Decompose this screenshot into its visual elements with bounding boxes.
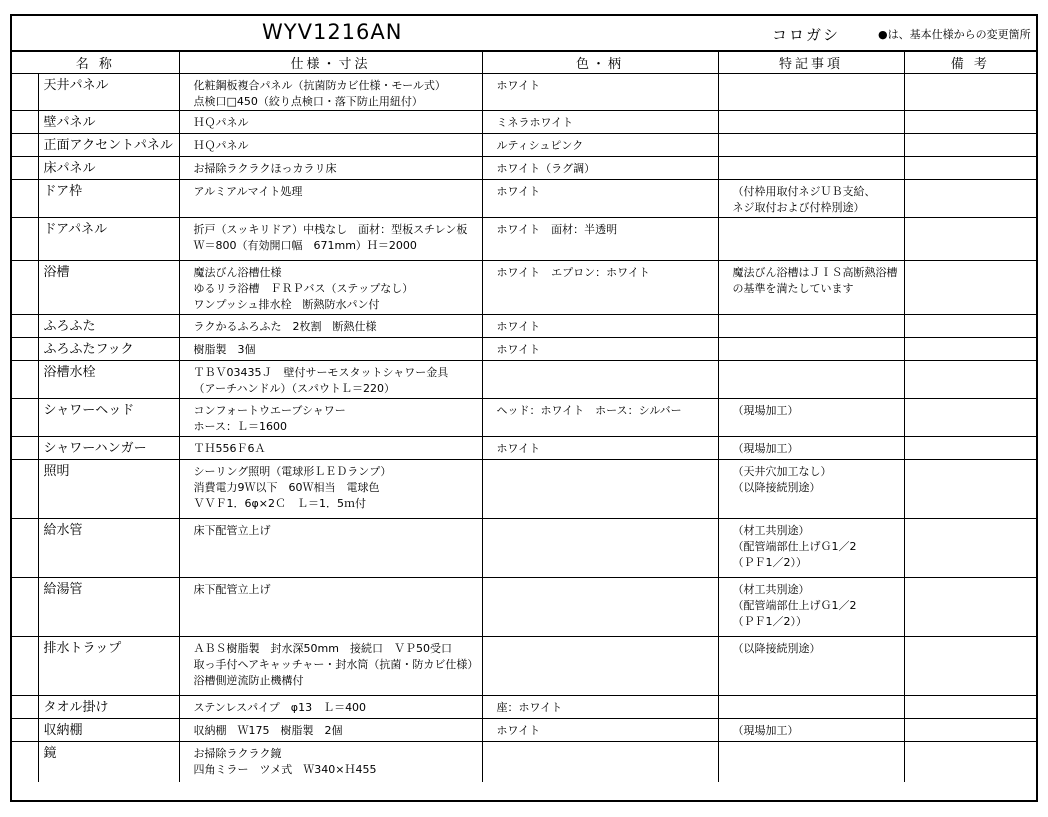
item-color (482, 134, 718, 157)
item-spec (179, 637, 482, 696)
notes-line: の基準を満たしています (732, 282, 854, 295)
notes-line: （ＰＦ1／2）） (732, 556, 808, 569)
item-remarks (904, 111, 1036, 134)
item-spec (179, 218, 482, 261)
color-line: ホワイト (496, 724, 541, 737)
item-name: ふろふたフック (38, 338, 179, 361)
notes-line: （現場加工） (732, 442, 799, 455)
item-notes (718, 696, 904, 719)
spec-line: 床下配管立上げ (193, 583, 271, 596)
item-color (482, 637, 718, 696)
change-marker-cell (12, 157, 38, 180)
table-row (12, 134, 1036, 157)
spec-line: （アーチハンドル）（スパウトＬ＝220） (193, 382, 396, 395)
table-row (12, 180, 1036, 218)
notes-line: （付枠用取付ネジＵＢ支給、 (732, 185, 876, 198)
change-marker-cell (12, 74, 38, 111)
spec-line: ステンレスパイプ φ13 Ｌ＝400 (193, 701, 367, 714)
item-name: 排水トラップ (38, 637, 179, 696)
item-remarks (904, 637, 1036, 696)
item-notes (718, 157, 904, 180)
item-notes (718, 742, 904, 782)
change-marker-cell (12, 111, 38, 134)
item-notes (718, 361, 904, 399)
table-row (12, 637, 1036, 696)
col-header-name: 名 称 (12, 52, 179, 74)
item-remarks (904, 742, 1036, 782)
spec-table (12, 51, 1036, 782)
item-name: ドア枠 (38, 180, 179, 218)
spec-line: コンフォートウエーブシャワー (193, 404, 346, 417)
item-color (482, 180, 718, 218)
color-line: ホワイト エプロン：ホワイト (496, 266, 650, 279)
item-name: ふろふた (38, 315, 179, 338)
item-spec (179, 742, 482, 782)
spec-line: アルミアルマイト処理 (193, 185, 303, 198)
table-row (12, 261, 1036, 315)
color-line: 座：ホワイト (496, 701, 563, 714)
item-remarks (904, 180, 1036, 218)
table-row (12, 437, 1036, 460)
item-spec (179, 180, 482, 218)
item-spec (179, 696, 482, 719)
table-row (12, 361, 1036, 399)
item-remarks (904, 261, 1036, 315)
item-notes (718, 111, 904, 134)
item-name: 照明 (38, 460, 179, 519)
spec-line: ＨＱパネル (193, 116, 249, 129)
series-name: コロガシ (772, 26, 841, 44)
table-row (12, 157, 1036, 180)
item-notes (718, 180, 904, 218)
item-color (482, 338, 718, 361)
table-row (12, 460, 1036, 519)
change-marker-cell (12, 696, 38, 719)
change-marker-cell (12, 180, 38, 218)
change-marker-cell (12, 637, 38, 696)
table-row (12, 111, 1036, 134)
item-spec (179, 338, 482, 361)
header-row (12, 52, 1036, 74)
notes-line: （天井穴加工なし） (732, 465, 832, 478)
spec-line: 床下配管立上げ (193, 524, 271, 537)
spec-line: Ｗ＝800（有効開口幅 671mm）Ｈ＝2000 (193, 239, 417, 252)
color-line: ホワイト（ラグ調） (496, 162, 596, 175)
color-line: ホワイト (496, 79, 541, 92)
item-notes (718, 218, 904, 261)
item-notes (718, 437, 904, 460)
spec-line: シーリング照明（電球形ＬＥＤランプ） (193, 465, 392, 478)
item-name: 浴槽水栓 (38, 361, 179, 399)
item-remarks (904, 361, 1036, 399)
item-notes (718, 134, 904, 157)
spec-line: お掃除ラクラク鏡 (193, 747, 282, 760)
table-row (12, 218, 1036, 261)
change-marker-cell (12, 361, 38, 399)
item-spec (179, 134, 482, 157)
item-color (482, 157, 718, 180)
item-name: 収納棚 (38, 719, 179, 742)
item-name: 給水管 (38, 519, 179, 578)
color-line: ホワイト (496, 185, 541, 198)
spec-line: 四角ミラー ツメ式 Ｗ340×Ｈ455 (193, 763, 377, 776)
spec-line: 浴槽側逆流防止機構付 (193, 674, 304, 687)
item-remarks (904, 338, 1036, 361)
item-remarks (904, 460, 1036, 519)
spec-line: 取っ手付ヘアキャッチャー・封水筒（抗菌・防カビ仕様） (193, 658, 479, 671)
item-remarks (904, 578, 1036, 637)
item-notes (718, 460, 904, 519)
item-notes (718, 338, 904, 361)
item-remarks (904, 437, 1036, 460)
table-row (12, 338, 1036, 361)
item-notes (718, 519, 904, 578)
item-notes (718, 399, 904, 437)
table-row (12, 315, 1036, 338)
spec-line: ＶＶＦ1．6φ×2Ｃ Ｌ＝1．5ｍ付 (193, 497, 366, 510)
change-marker-cell (12, 742, 38, 782)
item-name: タオル掛け (38, 696, 179, 719)
notes-line: （配管端部仕上げＧ1／2 (732, 599, 857, 612)
item-spec (179, 261, 482, 315)
spec-line: お掃除ラクラクほっカラリ床 (193, 162, 337, 175)
item-name: 鏡 (38, 742, 179, 782)
item-spec (179, 460, 482, 519)
spec-line: ゆるリラ浴槽 ＦＲＰバス（ステップなし） (193, 282, 414, 295)
notes-line: ネジ取付および付枠別途） (732, 201, 865, 214)
change-marker-cell (12, 261, 38, 315)
change-marker-cell (12, 460, 38, 519)
item-spec (179, 578, 482, 637)
item-remarks (904, 134, 1036, 157)
change-marker-cell (12, 338, 38, 361)
item-remarks (904, 218, 1036, 261)
table-row (12, 399, 1036, 437)
item-color (482, 361, 718, 399)
notes-line: （現場加工） (732, 404, 799, 417)
col-header-color: 色・柄 (482, 52, 718, 74)
spec-line: ラクかるふろふた 2枚割 断熱仕様 (193, 320, 377, 333)
spec-line: 化粧鋼板複合パネル（抗菌防カビ仕様・モール式） (193, 79, 446, 92)
notes-line: （配管端部仕上げＧ1／2 (732, 540, 857, 553)
item-notes (718, 637, 904, 696)
item-spec (179, 399, 482, 437)
change-marker-cell (12, 134, 38, 157)
color-line: ヘッド：ホワイト ホース：シルバー (496, 404, 682, 417)
item-color (482, 437, 718, 460)
model-number: WYV1216AN (262, 20, 403, 44)
color-line: ホワイト (496, 343, 541, 356)
item-spec (179, 437, 482, 460)
item-name: シャワーヘッド (38, 399, 179, 437)
notes-line: （以降接続別途） (732, 642, 821, 655)
change-marker-cell (12, 437, 38, 460)
spec-line: ＴＢＶ03435Ｊ 壁付サーモスタットシャワー金具 (193, 366, 449, 379)
item-spec (179, 315, 482, 338)
color-line: ルティシュピンク (496, 139, 584, 152)
item-name: 天井パネル (38, 74, 179, 111)
item-color (482, 315, 718, 338)
spec-line: 折戸（スッキリドア）中桟なし 面材：型板スチレン板 (193, 223, 468, 236)
spec-line: ＨＱパネル (193, 139, 249, 152)
item-name: 浴槽 (38, 261, 179, 315)
item-name: 床パネル (38, 157, 179, 180)
item-spec (179, 361, 482, 399)
item-name: 壁パネル (38, 111, 179, 134)
item-name: 給湯管 (38, 578, 179, 637)
spec-line: 点検口□450（絞り点検口・落下防止用紐付） (193, 95, 423, 108)
item-spec (179, 157, 482, 180)
change-note: ●は、基本仕様からの変更箇所 (878, 28, 1031, 41)
item-remarks (904, 315, 1036, 338)
item-name: シャワーハンガー (38, 437, 179, 460)
change-marker-cell (12, 399, 38, 437)
spec-line: ＴＨ556Ｆ6Ａ (193, 442, 266, 455)
spec-line: 収納棚 Ｗ175 樹脂製 2個 (193, 724, 343, 737)
spec-line: 消費電力9Ｗ以下 60Ｗ相当 電球色 (193, 481, 380, 494)
item-remarks (904, 157, 1036, 180)
col-header-spec: 仕様・寸法 (179, 52, 482, 74)
item-name: ドアパネル (38, 218, 179, 261)
item-notes (718, 578, 904, 637)
item-color (482, 696, 718, 719)
table-row (12, 696, 1036, 719)
item-spec (179, 74, 482, 111)
item-color (482, 519, 718, 578)
table-row (12, 719, 1036, 742)
item-color (482, 742, 718, 782)
color-line: ホワイト (496, 320, 541, 333)
spec-line: ワンプッシュ排水栓 断熱防水パン付 (193, 298, 380, 311)
color-line: ホワイト 面材：半透明 (496, 223, 618, 236)
change-marker-cell (12, 218, 38, 261)
item-color (482, 74, 718, 111)
item-notes (718, 261, 904, 315)
table-row (12, 742, 1036, 782)
notes-line: （ＰＦ1／2）） (732, 615, 808, 628)
change-marker-cell (12, 578, 38, 637)
item-spec (179, 111, 482, 134)
item-notes (718, 315, 904, 338)
notes-line: （以降接続別途） (732, 481, 821, 494)
item-spec (179, 519, 482, 578)
col-header-notes: 特記事項 (718, 52, 904, 74)
item-remarks (904, 399, 1036, 437)
item-name: 正面アクセントパネル (38, 134, 179, 157)
title-bar (12, 16, 1036, 51)
spec-sheet-frame (10, 14, 1038, 802)
color-line: ホワイト (496, 442, 541, 455)
change-marker-cell (12, 519, 38, 578)
item-spec (179, 719, 482, 742)
item-color (482, 719, 718, 742)
spec-line: 樹脂製 3個 (193, 343, 256, 356)
item-notes (718, 719, 904, 742)
notes-line: （材工共別途） (732, 583, 810, 596)
item-color (482, 460, 718, 519)
item-notes (718, 74, 904, 111)
change-marker-cell (12, 719, 38, 742)
item-remarks (904, 74, 1036, 111)
col-header-remarks: 備 考 (904, 52, 1036, 74)
notes-line: 魔法びん浴槽はＪＩＳ高断熱浴槽 (732, 266, 898, 279)
item-remarks (904, 519, 1036, 578)
item-remarks (904, 696, 1036, 719)
spec-line: ホース：Ｌ＝1600 (193, 420, 287, 433)
item-color (482, 399, 718, 437)
item-color (482, 111, 718, 134)
table-row (12, 74, 1036, 111)
spec-line: ＡＢＳ樹脂製 封水深50mm 接続口 ＶＰ50受口 (193, 642, 452, 655)
table-row (12, 578, 1036, 637)
item-color (482, 261, 718, 315)
color-line: ミネラホワイト (496, 116, 574, 129)
spec-line: 魔法びん浴槽仕様 (193, 266, 282, 279)
item-color (482, 218, 718, 261)
item-color (482, 578, 718, 637)
change-marker-cell (12, 315, 38, 338)
table-row (12, 519, 1036, 578)
item-remarks (904, 719, 1036, 742)
notes-line: （現場加工） (732, 724, 799, 737)
notes-line: （材工共別途） (732, 524, 810, 537)
